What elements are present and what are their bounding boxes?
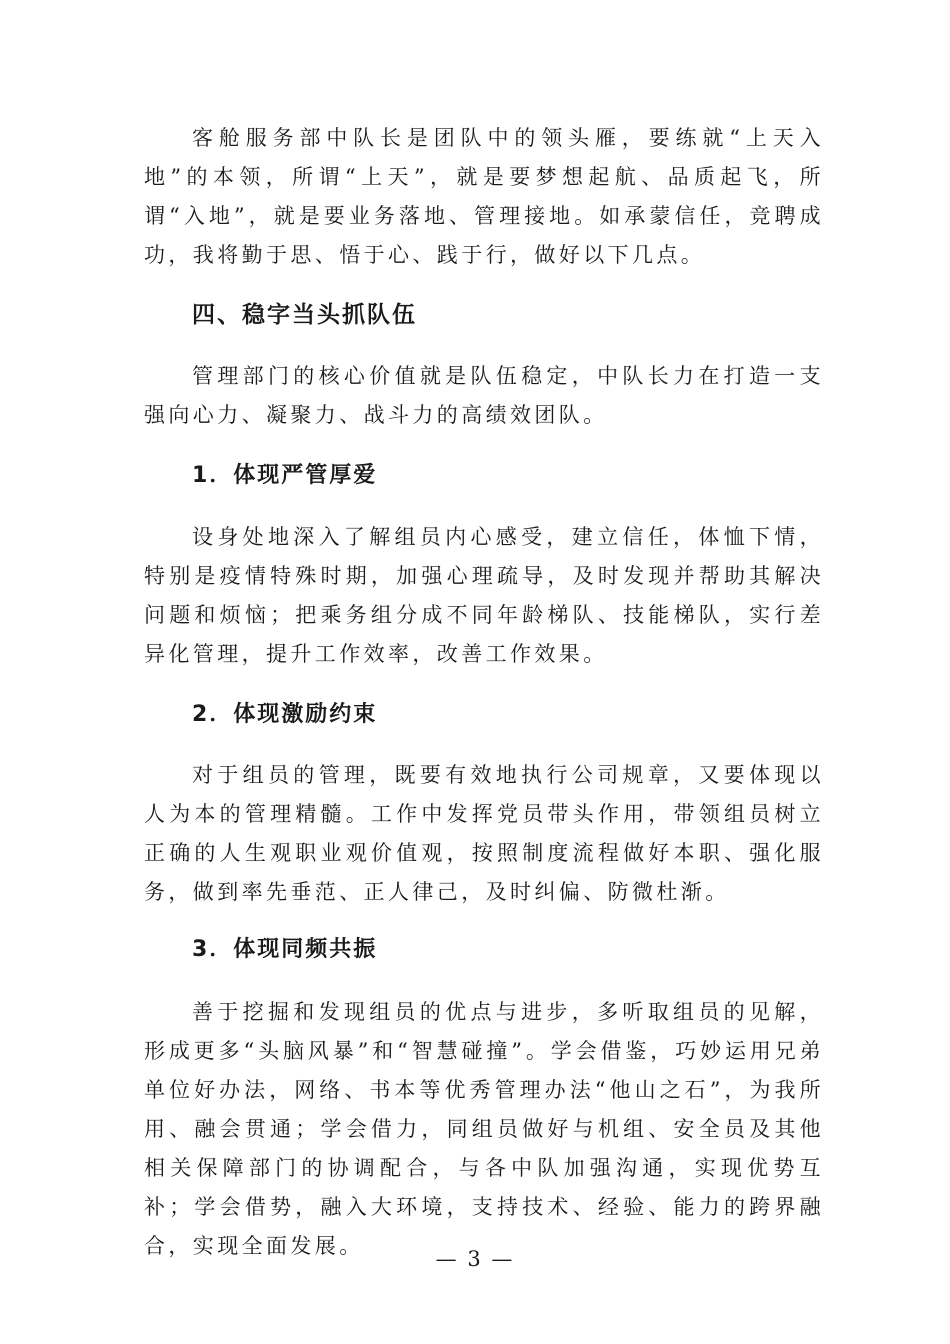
section-heading-4: 四、稳字当头抓队伍 — [192, 302, 417, 328]
item-2-paragraph: 对于组员的管理，既要有效地执行公司规章，又要体现以人为本的管理精髓。工作中发挥党员带头作用，带领组员树立正确的人生观职业观价值观，按照制度流程做好本职、强化服务，做到率先垂范、正人律己，及时纠偏、防微杜渐。 — [144, 763, 824, 904]
item-3-paragraph: 善于挖掘和发现组员的优点与进步，多听取组员的见解，形成更多“头脑风暴”和“智慧碰撞”。学会借鉴，巧妙运用兄弟单位好办法，网络、书本等优秀管理办法“他山之石”，为我所用、融会贯通；学会借力，同组员做好与机组、安全员及其他相关保障部门的协调配合，与各中队加强沟通，实现优势互补；学会借势，融入大环境，支持技术、经验、能力的跨界融合，实现全面发展。 — [144, 1000, 824, 1258]
subheading-2: 2．体现激励约束 — [192, 702, 378, 727]
subheading-1: 1．体现严管厚爱 — [192, 463, 378, 488]
section-4-paragraph: 管理部门的核心价值就是队伍稳定，中队长力在打造一支强向心力、凝聚力、战斗力的高绩效团队。 — [144, 364, 824, 427]
subheading-3: 3．体现同频共振 — [192, 937, 378, 962]
page-number: — 3 — — [435, 1247, 515, 1271]
intro-paragraph: 客舱服务部中队长是团队中的领头雁，要练就“上天入地”的本领，所谓“上天”，就是要梦想起航、品质起飞，所谓“入地”，就是要业务落地、管理接地。如承蒙信任，竞聘成功，我将勤于思、悟于心、践于行，做好以下几点。 — [144, 126, 824, 267]
item-1-paragraph: 设身处地深入了解组员内心感受，建立信任，体恤下情，特别是疫情特殊时期，加强心理疏导，及时发现并帮助其解决问题和烦恼；把乘务组分成不同年龄梯队、技能梯队，实行差异化管理，提升工作效率，改善工作效果。 — [144, 525, 824, 666]
